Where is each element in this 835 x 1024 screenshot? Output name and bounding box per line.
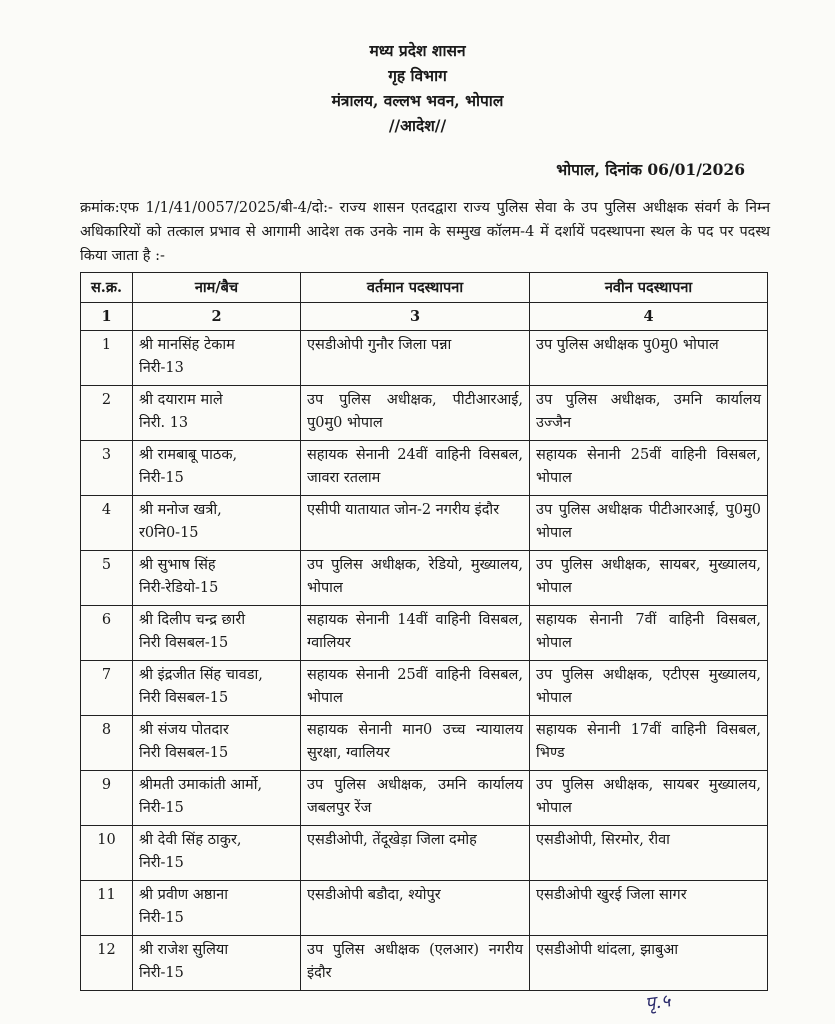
officer-batch: निरी-15	[139, 800, 184, 816]
officer-cell	[133, 331, 301, 386]
serial-number: 7	[81, 661, 133, 716]
officer-name: श्री दयाराम माले	[139, 392, 223, 408]
new-posting: एसडीओपी खुरई जिला सागर	[530, 881, 768, 936]
header-current-posting: वर्तमान पदस्थापना	[301, 273, 530, 303]
new-posting: एसडीओपी थांदला, झाबुआ	[530, 936, 768, 991]
table-row	[81, 826, 768, 881]
current-posting: सहायक सेनानी मान0 उच्च न्यायालय सुरक्षा, ग्वालियर	[301, 716, 530, 771]
officer-name: श्री दिलीप चन्द्र छारी	[139, 612, 246, 628]
serial-number: 8	[81, 716, 133, 771]
current-posting: एसडीओपी, तेंदूखेड़ा जिला दमोह	[301, 826, 530, 881]
current-posting: सहायक सेनानी 14वीं वाहिनी विसबल, ग्वालियर	[301, 606, 530, 661]
new-posting: उप पुलिस अधीक्षक, सायबर, मुख्यालय, भोपाल	[530, 551, 768, 606]
serial-number: 4	[81, 496, 133, 551]
table-row	[81, 936, 768, 991]
officer-batch: निरी-13	[139, 360, 184, 376]
officer-cell	[133, 661, 301, 716]
officer-name: श्री इंद्रजीत सिंह चावडा,	[139, 667, 263, 683]
department-name: गृह विभाग	[388, 66, 447, 85]
officer-cell	[133, 551, 301, 606]
page-mark: पृ.५	[643, 990, 672, 1015]
officer-name: श्री सुभाष सिंह	[139, 557, 216, 573]
officer-name: श्री संजय पोतदार	[139, 722, 229, 738]
new-posting: एसडीओपी, सिरमोर, रीवा	[530, 826, 768, 881]
current-posting: उप पुलिस अधीक्षक, पीटीआरआई, पु0मु0 भोपाल	[301, 386, 530, 441]
officer-name: श्री मनोज खत्री,	[139, 502, 222, 518]
officer-batch: निरी-15	[139, 965, 184, 981]
column-number: 2	[133, 303, 301, 331]
header-new-posting: नवीन पदस्थापना	[530, 273, 768, 303]
document-header	[0, 38, 835, 138]
officer-cell	[133, 496, 301, 551]
serial-number: 10	[81, 826, 133, 881]
table-row	[81, 496, 768, 551]
officer-batch: निरी विसबल-15	[139, 635, 229, 651]
table-row	[81, 661, 768, 716]
officer-batch: निरी-रेडियो-15	[139, 580, 219, 596]
table-row	[81, 386, 768, 441]
officer-batch: निरी विसबल-15	[139, 690, 229, 706]
new-posting: उप पुलिस अधीक्षक, एटीएस मुख्यालय, भोपाल	[530, 661, 768, 716]
new-posting: सहायक सेनानी 17वीं वाहिनी विसबल, भिण्ड	[530, 716, 768, 771]
current-posting: एसीपी यातायात जोन-2 नगरीय इंदौर	[301, 496, 530, 551]
officer-batch: निरी. 13	[139, 415, 189, 431]
serial-number: 12	[81, 936, 133, 991]
serial-number: 11	[81, 881, 133, 936]
officer-cell	[133, 441, 301, 496]
officer-cell	[133, 936, 301, 991]
table-row	[81, 331, 768, 386]
officer-name: श्रीमती उमाकांती आर्मो,	[139, 777, 263, 793]
table-row	[81, 606, 768, 661]
column-number-row	[81, 303, 768, 331]
current-posting: एसडीओपी गुनौर जिला पन्ना	[301, 331, 530, 386]
officer-batch: निरी-15	[139, 910, 184, 926]
table-row	[81, 551, 768, 606]
new-posting: उप पुलिस अधीक्षक, सायबर मुख्यालय, भोपाल	[530, 771, 768, 826]
current-posting: सहायक सेनानी 25वीं वाहिनी विसबल, भोपाल	[301, 661, 530, 716]
officer-name: श्री देवी सिंह ठाकुर,	[139, 832, 242, 848]
office-address: मंत्रालय, वल्लभ भवन, भोपाल	[331, 91, 504, 110]
header-name-batch: नाम/बैच	[133, 273, 301, 303]
new-posting: उप पुलिस अधीक्षक पु0मु0 भोपाल	[530, 331, 768, 386]
officer-batch: र0नि0-15	[139, 525, 199, 541]
new-posting: सहायक सेनानी 7वीं वाहिनी विसबल, भोपाल	[530, 606, 768, 661]
table-row	[81, 716, 768, 771]
order-intro-paragraph: क्रमांक:एफ 1/1/41/0057/2025/बी-4/दो:- राज्य शासन एतदद्वारा राज्य पुलिस सेवा के उप पुलिस अधीक्षक संवर्ग के निम्न अधिकारियों को तत्काल प्रभाव से आगामी आदेश तक उनके नाम के सम्मुख कॉलम-4 में दर्शायें पदस्थापना स्थल के पद पर पदस्थ किया जाता है :-	[80, 200, 770, 264]
current-posting: एसडीओपी बडौदा, श्योपुर	[301, 881, 530, 936]
officer-name: श्री राजेश सुलिया	[139, 942, 229, 958]
officer-name: श्री प्रवीण अष्ठाना	[139, 887, 228, 903]
serial-number: 3	[81, 441, 133, 496]
column-number: 1	[81, 303, 133, 331]
table-row	[81, 441, 768, 496]
officer-cell	[133, 606, 301, 661]
serial-number: 2	[81, 386, 133, 441]
column-number: 4	[530, 303, 768, 331]
current-posting: उप पुलिस अधीक्षक, रेडियो, मुख्यालय, भोपाल	[301, 551, 530, 606]
govt-name: मध्य प्रदेश शासन	[369, 41, 466, 60]
serial-number: 9	[81, 771, 133, 826]
officer-cell	[133, 826, 301, 881]
table-row	[81, 881, 768, 936]
officer-cell	[133, 771, 301, 826]
officer-name: श्री रामबाबू पाठक,	[139, 447, 238, 463]
date-line: भोपाल, दिनांक 06/01/2026	[556, 160, 745, 179]
column-number: 3	[301, 303, 530, 331]
current-posting: उप पुलिस अधीक्षक (एलआर) नगरीय इंदौर	[301, 936, 530, 991]
serial-number: 5	[81, 551, 133, 606]
posting-table	[80, 272, 768, 991]
serial-number: 1	[81, 331, 133, 386]
new-posting: उप पुलिस अधीक्षक पीटीआरआई, पु0मु0 भोपाल	[530, 496, 768, 551]
officer-cell	[133, 716, 301, 771]
current-posting: उप पुलिस अधीक्षक, उमनि कार्यालय जबलपुर रेंज	[301, 771, 530, 826]
officer-batch: निरी-15	[139, 470, 184, 486]
officer-cell	[133, 881, 301, 936]
officer-batch: निरी विसबल-15	[139, 745, 229, 761]
header-serial: स.क्र.	[81, 273, 133, 303]
officer-batch: निरी-15	[139, 855, 184, 871]
officer-cell	[133, 386, 301, 441]
order-title: //आदेश//	[388, 116, 447, 135]
serial-number: 6	[81, 606, 133, 661]
new-posting: उप पुलिस अधीक्षक, उमनि कार्यालय उज्जैन	[530, 386, 768, 441]
table-header-row	[81, 273, 768, 303]
officer-name: श्री मानसिंह टेकाम	[139, 337, 235, 353]
table-row	[81, 771, 768, 826]
new-posting: सहायक सेनानी 25वीं वाहिनी विसबल, भोपाल	[530, 441, 768, 496]
current-posting: सहायक सेनानी 24वीं वाहिनी विसबल, जावरा रतलाम	[301, 441, 530, 496]
